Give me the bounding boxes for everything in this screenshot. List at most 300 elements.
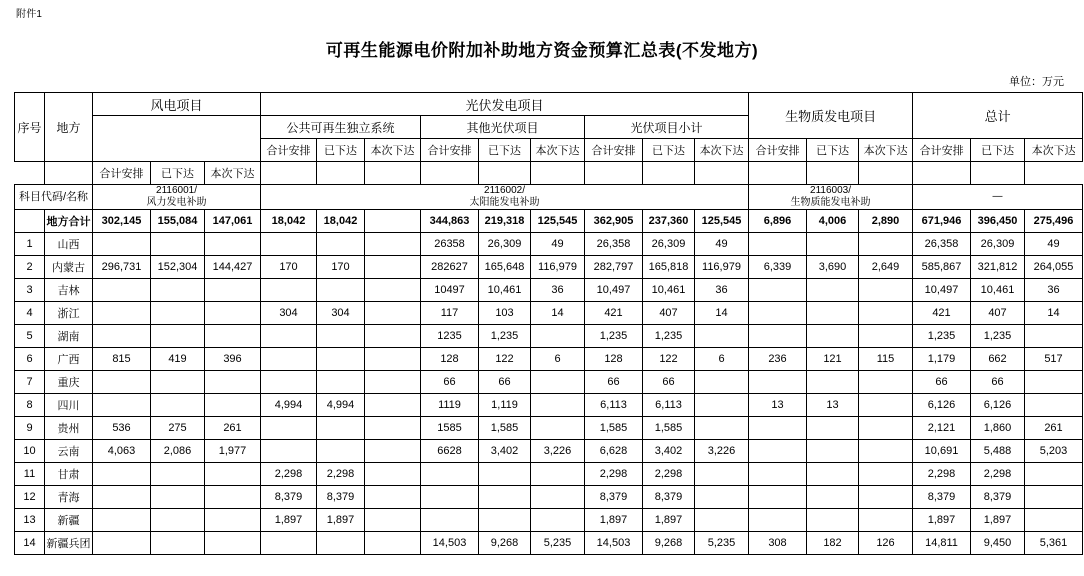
row-value <box>93 325 151 348</box>
row-value <box>93 279 151 302</box>
row-value: 407 <box>971 302 1025 325</box>
header-total-issued: 已下达 <box>971 139 1025 162</box>
header-total-current: 本次下达 <box>1025 139 1083 162</box>
row-place: 新疆 <box>45 509 93 532</box>
row-value: 6,339 <box>749 256 807 279</box>
row-value <box>749 302 807 325</box>
row-value: 26,309 <box>479 233 531 256</box>
row-value: 8,379 <box>971 486 1025 509</box>
row-value: 5,361 <box>1025 532 1083 555</box>
row-value: 10497 <box>421 279 479 302</box>
row-value: 66 <box>643 371 695 394</box>
row-value <box>365 279 421 302</box>
table-row <box>15 210 1083 233</box>
row-value <box>317 233 365 256</box>
row-value: 362,905 <box>585 210 643 233</box>
row-serial: 2 <box>15 256 45 279</box>
row-value: 219,318 <box>479 210 531 233</box>
row-value <box>205 486 261 509</box>
row-value <box>859 463 913 486</box>
row-serial: 3 <box>15 279 45 302</box>
row-value: 122 <box>643 348 695 371</box>
row-serial: 1 <box>15 233 45 256</box>
row-value: 1,897 <box>971 509 1025 532</box>
row-value: 1,235 <box>479 325 531 348</box>
row-value: 321,812 <box>971 256 1025 279</box>
row-value <box>859 509 913 532</box>
row-value <box>365 463 421 486</box>
row-value: 8,379 <box>585 486 643 509</box>
row-value <box>317 532 365 555</box>
row-value: 36 <box>695 279 749 302</box>
row-value <box>365 486 421 509</box>
row-value <box>93 302 151 325</box>
row-value: 4,006 <box>807 210 859 233</box>
row-value: 10,497 <box>913 279 971 302</box>
row-value <box>859 279 913 302</box>
row-value <box>365 233 421 256</box>
row-value <box>205 233 261 256</box>
row-value: 115 <box>859 348 913 371</box>
row-value: 66 <box>479 371 531 394</box>
row-value: 261 <box>1025 417 1083 440</box>
row-value: 2,298 <box>585 463 643 486</box>
row-value <box>1025 394 1083 417</box>
unit-label: 单位：万元 <box>1009 76 1064 88</box>
row-value <box>695 417 749 440</box>
row-serial: 11 <box>15 463 45 486</box>
row-value: 2,298 <box>971 463 1025 486</box>
row-value <box>317 371 365 394</box>
row-value: 1,235 <box>971 325 1025 348</box>
row-value <box>531 463 585 486</box>
row-value: 1,897 <box>261 509 317 532</box>
row-serial <box>15 210 45 233</box>
row-value: 1,860 <box>971 417 1025 440</box>
table-row <box>15 348 1083 371</box>
row-value: 662 <box>971 348 1025 371</box>
row-value: 121 <box>807 348 859 371</box>
row-value <box>859 371 913 394</box>
row-value: 116,979 <box>695 256 749 279</box>
row-value: 26358 <box>421 233 479 256</box>
row-value <box>479 463 531 486</box>
row-value: 8,379 <box>913 486 971 509</box>
row-value: 302,145 <box>93 210 151 233</box>
row-value: 275 <box>151 417 205 440</box>
row-value <box>151 394 205 417</box>
row-value <box>205 279 261 302</box>
row-value: 66 <box>913 371 971 394</box>
row-place: 云南 <box>45 440 93 463</box>
row-value: 344,863 <box>421 210 479 233</box>
row-value <box>531 325 585 348</box>
row-value: 6,628 <box>585 440 643 463</box>
row-value <box>421 509 479 532</box>
row-value: 36 <box>1025 279 1083 302</box>
row-value: 6,896 <box>749 210 807 233</box>
row-value <box>807 302 859 325</box>
row-value: 308 <box>749 532 807 555</box>
header-pvpublic-plan: 合计安排 <box>261 139 317 162</box>
row-value: 18,042 <box>317 210 365 233</box>
biomass-subject-code: 2116003/ 生物质能发电补助 <box>749 185 913 210</box>
row-value <box>807 371 859 394</box>
row-value: 421 <box>913 302 971 325</box>
row-value <box>205 463 261 486</box>
header-pv-public: 公共可再生独立系统 <box>261 116 421 139</box>
header-pvpublic-current: 本次下达 <box>365 139 421 162</box>
row-value <box>1025 463 1083 486</box>
row-serial: 12 <box>15 486 45 509</box>
header-wind-leaf_plan: 合计安排 <box>93 162 151 185</box>
row-value: 1235 <box>421 325 479 348</box>
row-value: 14 <box>695 302 749 325</box>
row-serial: 9 <box>15 417 45 440</box>
row-value: 66 <box>971 371 1025 394</box>
row-value: 396 <box>205 348 261 371</box>
header-pvsub-plan: 合计安排 <box>585 139 643 162</box>
row-value <box>807 417 859 440</box>
row-value: 26,309 <box>971 233 1025 256</box>
row-value: 9,268 <box>479 532 531 555</box>
row-value <box>151 532 205 555</box>
row-place: 广西 <box>45 348 93 371</box>
row-value <box>807 486 859 509</box>
row-value <box>695 371 749 394</box>
row-value: 407 <box>643 302 695 325</box>
row-value: 10,691 <box>913 440 971 463</box>
header-wind-leaf_issued: 已下达 <box>151 162 205 185</box>
row-value <box>365 256 421 279</box>
row-value: 125,545 <box>531 210 585 233</box>
row-value <box>317 440 365 463</box>
row-value: 49 <box>531 233 585 256</box>
row-value <box>365 325 421 348</box>
header-row-group <box>15 93 1083 116</box>
row-value <box>261 371 317 394</box>
row-serial: 6 <box>15 348 45 371</box>
table-row <box>15 509 1083 532</box>
row-value <box>261 440 317 463</box>
row-value <box>205 509 261 532</box>
row-value <box>261 417 317 440</box>
row-value: 1,897 <box>913 509 971 532</box>
row-value: 10,461 <box>643 279 695 302</box>
row-serial: 7 <box>15 371 45 394</box>
header-place: 地方 <box>45 93 93 162</box>
pv-subject-code: 2116002/ 太阳能发电补助 <box>261 185 749 210</box>
row-value <box>93 532 151 555</box>
row-value <box>479 486 531 509</box>
row-place: 新疆兵团 <box>45 532 93 555</box>
row-value: 2,298 <box>261 463 317 486</box>
table-row <box>15 463 1083 486</box>
row-value: 3,226 <box>531 440 585 463</box>
budget-summary-body <box>14 161 1083 555</box>
row-value <box>365 394 421 417</box>
row-value: 2,890 <box>859 210 913 233</box>
row-value <box>531 394 585 417</box>
row-value: 264,055 <box>1025 256 1083 279</box>
row-value <box>695 486 749 509</box>
row-value: 1,235 <box>585 325 643 348</box>
table-row <box>15 256 1083 279</box>
row-value: 304 <box>261 302 317 325</box>
row-value <box>695 325 749 348</box>
header-row-wind-leaf <box>15 162 1083 185</box>
row-value <box>749 417 807 440</box>
header-wind: 风电项目 <box>93 93 261 116</box>
row-value: 9,450 <box>971 532 1025 555</box>
row-value <box>317 348 365 371</box>
row-value: 6,113 <box>585 394 643 417</box>
row-value: 1,235 <box>643 325 695 348</box>
row-value <box>205 302 261 325</box>
row-value: 165,648 <box>479 256 531 279</box>
row-value: 6,126 <box>971 394 1025 417</box>
row-value <box>205 532 261 555</box>
row-serial: 4 <box>15 302 45 325</box>
row-value: 2,298 <box>913 463 971 486</box>
row-value: 170 <box>261 256 317 279</box>
row-place: 贵州 <box>45 417 93 440</box>
row-value: 815 <box>93 348 151 371</box>
row-place: 地方合计 <box>45 210 93 233</box>
row-place: 甘肃 <box>45 463 93 486</box>
row-value <box>531 486 585 509</box>
header-pvsub-issued: 已下达 <box>643 139 695 162</box>
row-value: 49 <box>1025 233 1083 256</box>
row-value: 5,203 <box>1025 440 1083 463</box>
row-value <box>151 233 205 256</box>
row-value: 1119 <box>421 394 479 417</box>
row-value <box>261 348 317 371</box>
row-value: 8,379 <box>261 486 317 509</box>
header-pv-other: 其他光伏项目 <box>421 116 585 139</box>
header-pvother-current: 本次下达 <box>531 139 585 162</box>
row-value <box>531 371 585 394</box>
row-value <box>1025 486 1083 509</box>
header-pvpublic-issued: 已下达 <box>317 139 365 162</box>
header-biomass-issued: 已下达 <box>807 139 859 162</box>
row-value: 36 <box>531 279 585 302</box>
row-value: 6628 <box>421 440 479 463</box>
row-value <box>807 509 859 532</box>
row-value <box>749 233 807 256</box>
header-wind-spacer <box>93 116 261 162</box>
row-value <box>93 463 151 486</box>
row-value: 1,585 <box>585 417 643 440</box>
row-value <box>479 509 531 532</box>
row-value: 282627 <box>421 256 479 279</box>
table-row <box>15 417 1083 440</box>
row-value <box>695 509 749 532</box>
row-place: 山西 <box>45 233 93 256</box>
row-value <box>151 302 205 325</box>
row-value <box>93 233 151 256</box>
subject-code-label: 科目代码/名称 <box>15 185 93 210</box>
row-value <box>531 417 585 440</box>
row-value: 1,585 <box>643 417 695 440</box>
row-value <box>151 486 205 509</box>
row-value <box>1025 509 1083 532</box>
row-value <box>807 440 859 463</box>
row-value: 2,298 <box>643 463 695 486</box>
row-value: 6 <box>531 348 585 371</box>
row-value <box>859 417 913 440</box>
row-value <box>261 532 317 555</box>
row-value: 144,427 <box>205 256 261 279</box>
row-value <box>695 394 749 417</box>
row-value: 14,503 <box>421 532 479 555</box>
row-value: 9,268 <box>643 532 695 555</box>
row-place: 青海 <box>45 486 93 509</box>
row-value <box>749 486 807 509</box>
row-value: 14 <box>531 302 585 325</box>
row-value: 116,979 <box>531 256 585 279</box>
budget-summary-table <box>14 92 1083 162</box>
row-value <box>151 509 205 532</box>
row-value <box>151 463 205 486</box>
row-value: 6,126 <box>913 394 971 417</box>
row-value: 236 <box>749 348 807 371</box>
row-value: 13 <box>749 394 807 417</box>
row-value: 2,298 <box>317 463 365 486</box>
row-value <box>93 371 151 394</box>
row-value <box>93 509 151 532</box>
row-value <box>205 325 261 348</box>
row-value: 5,235 <box>695 532 749 555</box>
row-value: 155,084 <box>151 210 205 233</box>
row-value <box>205 371 261 394</box>
row-value <box>859 302 913 325</box>
row-value <box>151 325 205 348</box>
row-value: 517 <box>1025 348 1083 371</box>
row-value: 14 <box>1025 302 1083 325</box>
table-row <box>15 440 1083 463</box>
row-value: 14,503 <box>585 532 643 555</box>
row-value: 2,121 <box>913 417 971 440</box>
row-value: 2,086 <box>151 440 205 463</box>
subject-code-row <box>15 185 1083 210</box>
row-value: 49 <box>695 233 749 256</box>
row-value <box>807 325 859 348</box>
row-value: 3,402 <box>643 440 695 463</box>
row-place: 内蒙古 <box>45 256 93 279</box>
row-value: 128 <box>585 348 643 371</box>
row-value <box>261 325 317 348</box>
row-value: 170 <box>317 256 365 279</box>
row-value <box>365 440 421 463</box>
row-value: 147,061 <box>205 210 261 233</box>
row-value: 122 <box>479 348 531 371</box>
row-value: 26,358 <box>585 233 643 256</box>
row-value: 103 <box>479 302 531 325</box>
row-value: 275,496 <box>1025 210 1083 233</box>
row-value <box>749 371 807 394</box>
row-value <box>859 440 913 463</box>
row-serial: 5 <box>15 325 45 348</box>
row-value: 1,179 <box>913 348 971 371</box>
attachment-number: 附件1 <box>16 9 43 20</box>
row-value: 10,461 <box>479 279 531 302</box>
row-value <box>807 233 859 256</box>
header-biomass: 生物质发电项目 <box>749 93 913 139</box>
header-total: 总计 <box>913 93 1083 139</box>
row-value: 4,063 <box>93 440 151 463</box>
row-value: 3,402 <box>479 440 531 463</box>
row-value <box>531 509 585 532</box>
table-row <box>15 394 1083 417</box>
header-biomass-current: 本次下达 <box>859 139 913 162</box>
page-title: 可再生能源电价附加补助地方资金预算汇总表(不发地方) <box>325 41 759 60</box>
row-value: 421 <box>585 302 643 325</box>
row-place: 浙江 <box>45 302 93 325</box>
row-value: 10,461 <box>971 279 1025 302</box>
header-pv-subtotal: 光伏项目小计 <box>585 116 749 139</box>
row-place: 重庆 <box>45 371 93 394</box>
row-serial: 13 <box>15 509 45 532</box>
row-value: 18,042 <box>261 210 317 233</box>
row-place: 吉林 <box>45 279 93 302</box>
row-value: 396,450 <box>971 210 1025 233</box>
table-row <box>15 233 1083 256</box>
row-value: 304 <box>317 302 365 325</box>
row-value <box>317 279 365 302</box>
row-value <box>695 463 749 486</box>
row-place: 湖南 <box>45 325 93 348</box>
row-value <box>317 417 365 440</box>
row-value: 1,235 <box>913 325 971 348</box>
row-value: 4,994 <box>317 394 365 417</box>
row-value: 261 <box>205 417 261 440</box>
table-row <box>15 532 1083 555</box>
row-value <box>365 509 421 532</box>
table-row <box>15 371 1083 394</box>
row-value <box>807 279 859 302</box>
row-value: 128 <box>421 348 479 371</box>
row-value <box>1025 371 1083 394</box>
row-value: 1,977 <box>205 440 261 463</box>
row-value <box>365 417 421 440</box>
row-value <box>261 233 317 256</box>
row-value <box>365 371 421 394</box>
total-subject-code: — <box>913 185 1083 210</box>
row-value: 66 <box>421 371 479 394</box>
row-value <box>749 509 807 532</box>
row-value: 1,897 <box>317 509 365 532</box>
row-value <box>261 279 317 302</box>
row-value: 536 <box>93 417 151 440</box>
row-place: 四川 <box>45 394 93 417</box>
row-value: 182 <box>807 532 859 555</box>
row-value: 126 <box>859 532 913 555</box>
header-total-plan: 合计安排 <box>913 139 971 162</box>
row-value: 152,304 <box>151 256 205 279</box>
row-value <box>93 394 151 417</box>
row-value: 1,585 <box>479 417 531 440</box>
row-serial: 10 <box>15 440 45 463</box>
row-value: 2,649 <box>859 256 913 279</box>
header-pvother-plan: 合计安排 <box>421 139 479 162</box>
row-value: 419 <box>151 348 205 371</box>
row-value <box>749 279 807 302</box>
row-value: 671,946 <box>913 210 971 233</box>
row-value: 13 <box>807 394 859 417</box>
row-value: 3,690 <box>807 256 859 279</box>
row-value: 3,226 <box>695 440 749 463</box>
